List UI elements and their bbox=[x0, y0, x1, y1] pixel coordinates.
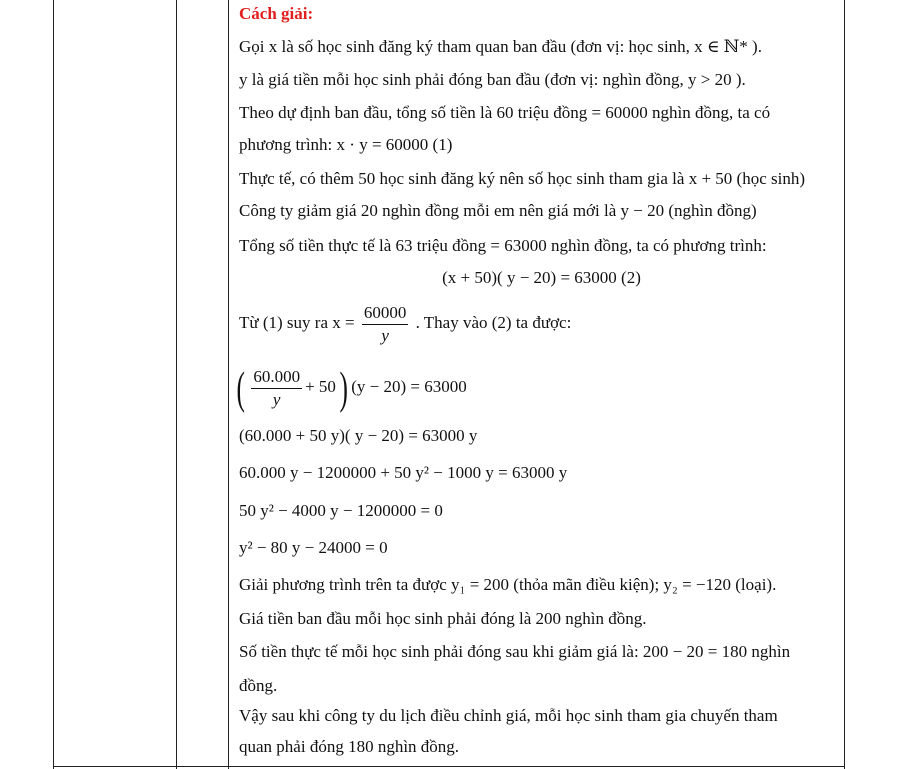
line-roots: Giải phương trình trên ta được y₁ = 200 (thỏa mãn điều kiện); y₂ = −120 (loại). bbox=[239, 575, 777, 594]
equation-step-3: 60.000 y − 1200000 + 50 y² − 1000 y = 63000 y bbox=[239, 463, 568, 482]
equation-step-1 bbox=[233, 362, 467, 412]
step-1-tail: (y − 20) = 63000 bbox=[351, 377, 467, 396]
fraction-x-numerator: 60000 bbox=[362, 302, 409, 325]
line-actual-students: Thực tế, có thêm 50 học sinh đăng ký nên số học sinh tham gia là x + 50 (học sinh) bbox=[239, 169, 805, 188]
line-define-y: y là giá tiền mỗi học sinh phải đóng ban đầu (đơn vị: nghìn đồng, y > 20 ). bbox=[239, 70, 746, 89]
fraction-x-denominator: y bbox=[381, 325, 389, 345]
line-substitute bbox=[239, 300, 571, 347]
line-new-price: Công ty giảm giá 20 nghìn đồng mỗi em nên giá mới là y − 20 (nghìn đồng) bbox=[239, 201, 757, 220]
fraction-step-1-denominator: y bbox=[272, 389, 281, 409]
table-bottom-border bbox=[53, 766, 845, 767]
table-border-right bbox=[844, 0, 845, 769]
substitute-suffix: . Thay vào (2) ta được: bbox=[415, 313, 572, 332]
fraction-x bbox=[362, 302, 409, 347]
table-column-divider-2 bbox=[228, 0, 229, 769]
paren-open-icon: ( bbox=[236, 362, 245, 414]
line-equation-1: phương trình: x · y = 60000 (1) bbox=[239, 135, 453, 154]
line-conclusion-cont: quan phải đóng 180 nghìn đồng. bbox=[239, 737, 460, 756]
equation-step-4: 50 y² − 4000 y − 1200000 = 0 bbox=[239, 501, 443, 520]
table-border-left bbox=[53, 0, 54, 769]
line-original-price: Giá tiền ban đầu mỗi học sinh phải đóng là 200 nghìn đồng. bbox=[239, 609, 647, 628]
line-define-x: Gọi x là số học sinh đăng ký tham quan ban đầu (đơn vị: học sinh, x ∈ ℕ* ). bbox=[239, 37, 762, 56]
fraction-step-1 bbox=[251, 366, 302, 411]
line-actual-price: Số tiền thực tế mỗi học sinh phải đóng sau khi giảm giá là: 200 − 20 = 180 nghìn bbox=[239, 642, 791, 661]
equation-step-5: y² − 80 y − 24000 = 0 bbox=[239, 538, 388, 557]
equation-step-2: (60.000 + 50 y)( y − 20) = 63000 y bbox=[239, 426, 478, 445]
equation-2: (x + 50)( y − 20) = 63000 (2) bbox=[442, 268, 641, 287]
substitute-prefix: Từ (1) suy ra x = bbox=[239, 313, 355, 332]
paren-close-icon: ) bbox=[339, 362, 348, 414]
line-plan: Theo dự định ban đầu, tổng số tiền là 60 triệu đồng = 60000 nghìn đồng, ta có bbox=[239, 103, 771, 122]
table-column-divider-1 bbox=[176, 0, 177, 769]
line-conclusion: Vậy sau khi công ty du lịch điều chỉnh giá, mỗi học sinh tham gia chuyến tham bbox=[239, 706, 778, 725]
line-actual-total: Tổng số tiền thực tế là 63 triệu đồng = 63000 nghìn đồng, ta có phương trình: bbox=[239, 236, 767, 255]
step-1-plus: + 50 bbox=[305, 377, 336, 396]
fraction-step-1-numerator: 60.000 bbox=[251, 366, 302, 389]
line-actual-price-cont: đồng. bbox=[239, 676, 278, 695]
solution-heading: Cách giải: bbox=[239, 4, 314, 23]
